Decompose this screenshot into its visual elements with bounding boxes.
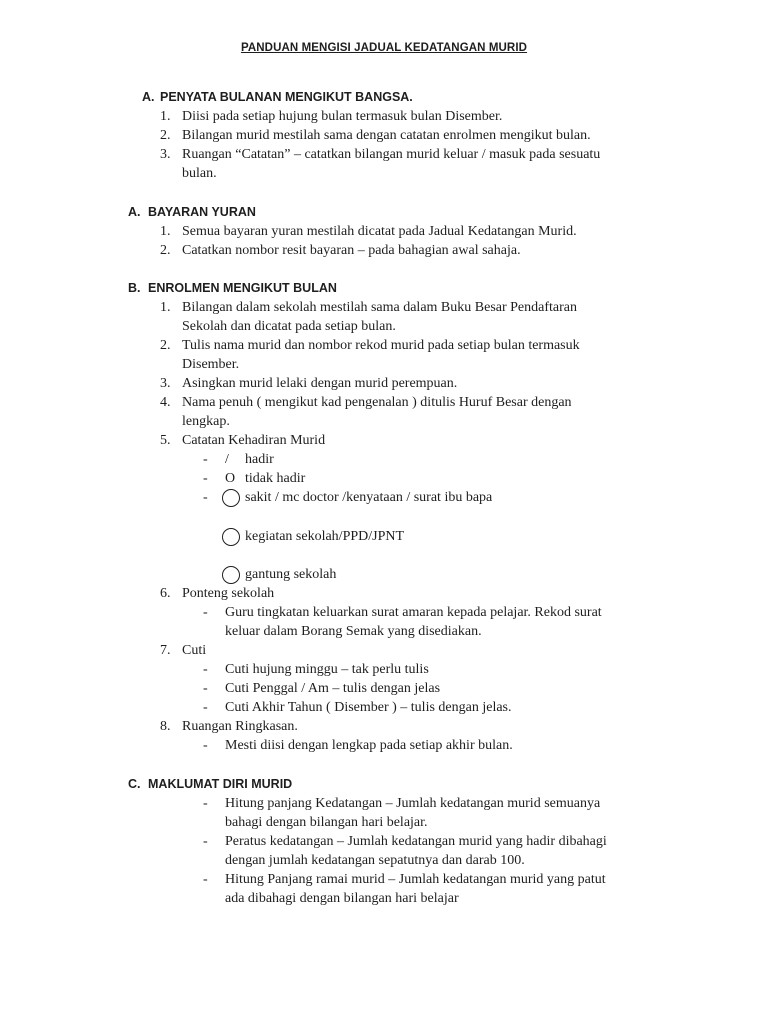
attendance-legend-text: tidak hadir [245, 471, 306, 486]
bullet-text: Hitung panjang Kedatangan – Jumlah kedatangan murid semuanya [225, 796, 601, 811]
list-item: Nama penuh ( mengikut kad pengenalan ) ditulis Huruf Besar dengan [182, 395, 572, 410]
list-item: Bilangan murid mestilah sama dengan catatan enrolmen mengikut bulan. [182, 128, 591, 143]
list-item: Tulis nama murid dan nombor rekod murid pada setiap bulan termasuk [182, 338, 580, 353]
list-item: Ruangan Ringkasan. [182, 719, 298, 734]
bullet-dash: - [203, 452, 208, 467]
bullet-text: ada dibahagi dengan bilangan hari belajar [225, 891, 459, 906]
bullet-text: Guru tingkatan keluarkan surat amaran kepada pelajar. Rekod surat [225, 605, 602, 620]
bullet-text: Cuti hujung minggu – tak perlu tulis [225, 662, 429, 677]
item-number: 1. [160, 109, 171, 124]
bullet-dash: - [203, 700, 208, 715]
circle-symbol-icon [222, 489, 240, 507]
section-heading: ENROLMEN MENGIKUT BULAN [148, 281, 337, 295]
section-letter: A. [142, 90, 155, 104]
attendance-symbol: O [225, 471, 236, 486]
list-item: Ponteng sekolah [182, 586, 275, 601]
attendance-legend-text: hadir [245, 452, 274, 467]
item-number: 5. [160, 433, 171, 448]
bullet-text: Cuti Penggal / Am – tulis dengan jelas [225, 681, 441, 696]
bullet-dash: - [203, 490, 208, 505]
bullet-dash: - [203, 471, 208, 486]
section-letter: A. [128, 205, 141, 219]
item-number: 2. [160, 243, 171, 258]
list-item: bulan. [182, 166, 217, 181]
item-number: 2. [160, 338, 171, 353]
bullet-dash: - [203, 605, 208, 620]
list-item: Catatan Kehadiran Murid [182, 433, 326, 448]
list-item: Diisi pada setiap hujung bulan termasuk bulan Disember. [182, 109, 503, 124]
bullet-text: Cuti Akhir Tahun ( Disember ) – tulis dengan jelas. [225, 700, 512, 715]
document-title: PANDUAN MENGISI JADUAL KEDATANGAN MURID [240, 42, 528, 54]
item-number: 6. [160, 586, 171, 601]
item-number: 1. [160, 224, 171, 239]
bullet-dash: - [203, 662, 208, 677]
circle-symbol-icon [222, 566, 240, 584]
bullet-text: keluar dalam Borang Semak yang disediakan. [225, 624, 482, 639]
bullet-text: dengan jumlah kedatangan sepatutnya dan darab 100. [225, 853, 525, 868]
circle-symbol-icon [222, 528, 240, 546]
attendance-symbol: / [225, 452, 229, 467]
item-number: 4. [160, 395, 171, 410]
item-number: 1. [160, 300, 171, 315]
section-letter: C. [128, 777, 141, 791]
list-item: Sekolah dan dicatat pada setiap bulan. [182, 319, 396, 334]
section-heading: MAKLUMAT DIRI MURID [148, 777, 293, 791]
item-number: 2. [160, 128, 171, 143]
list-item: lengkap. [182, 414, 230, 429]
bullet-dash: - [203, 872, 208, 887]
bullet-dash: - [203, 796, 208, 811]
bullet-dash: - [203, 681, 208, 696]
bullet-dash: - [203, 738, 208, 753]
attendance-legend-text: kegiatan sekolah/PPD/JPNT [245, 529, 405, 544]
list-item: Catatkan nombor resit bayaran – pada bahagian awal sahaja. [182, 243, 521, 258]
item-number: 8. [160, 719, 171, 734]
bullet-dash: - [203, 834, 208, 849]
list-item: Semua bayaran yuran mestilah dicatat pada Jadual Kedatangan Murid. [182, 224, 577, 239]
list-item: Ruangan “Catatan” – catatkan bilangan murid keluar / masuk pada sesuatu [182, 147, 601, 162]
bullet-text: Peratus kedatangan – Jumlah kedatangan murid yang hadir dibahagi [225, 834, 607, 849]
list-item: Disember. [182, 357, 240, 372]
item-number: 3. [160, 376, 171, 391]
item-number: 3. [160, 147, 171, 162]
attendance-legend-text: gantung sekolah [245, 567, 337, 582]
attendance-legend-text: sakit / mc doctor /kenyataan / surat ibu bapa [245, 490, 493, 505]
bullet-text: Hitung Panjang ramai murid – Jumlah kedatangan murid yang patut [225, 872, 606, 887]
section-heading: PENYATA BULANAN MENGIKUT BANGSA. [160, 90, 413, 104]
section-heading: BAYARAN YURAN [148, 205, 256, 219]
bullet-text: Mesti diisi dengan lengkap pada setiap akhir bulan. [225, 738, 513, 753]
bullet-text: bahagi dengan bilangan hari belajar. [225, 815, 428, 830]
section-letter: B. [128, 281, 141, 295]
list-item: Bilangan dalam sekolah mestilah sama dalam Buku Besar Pendaftaran [182, 300, 577, 315]
list-item: Cuti [182, 643, 207, 658]
item-number: 7. [160, 643, 171, 658]
list-item: Asingkan murid lelaki dengan murid perempuan. [182, 376, 458, 391]
